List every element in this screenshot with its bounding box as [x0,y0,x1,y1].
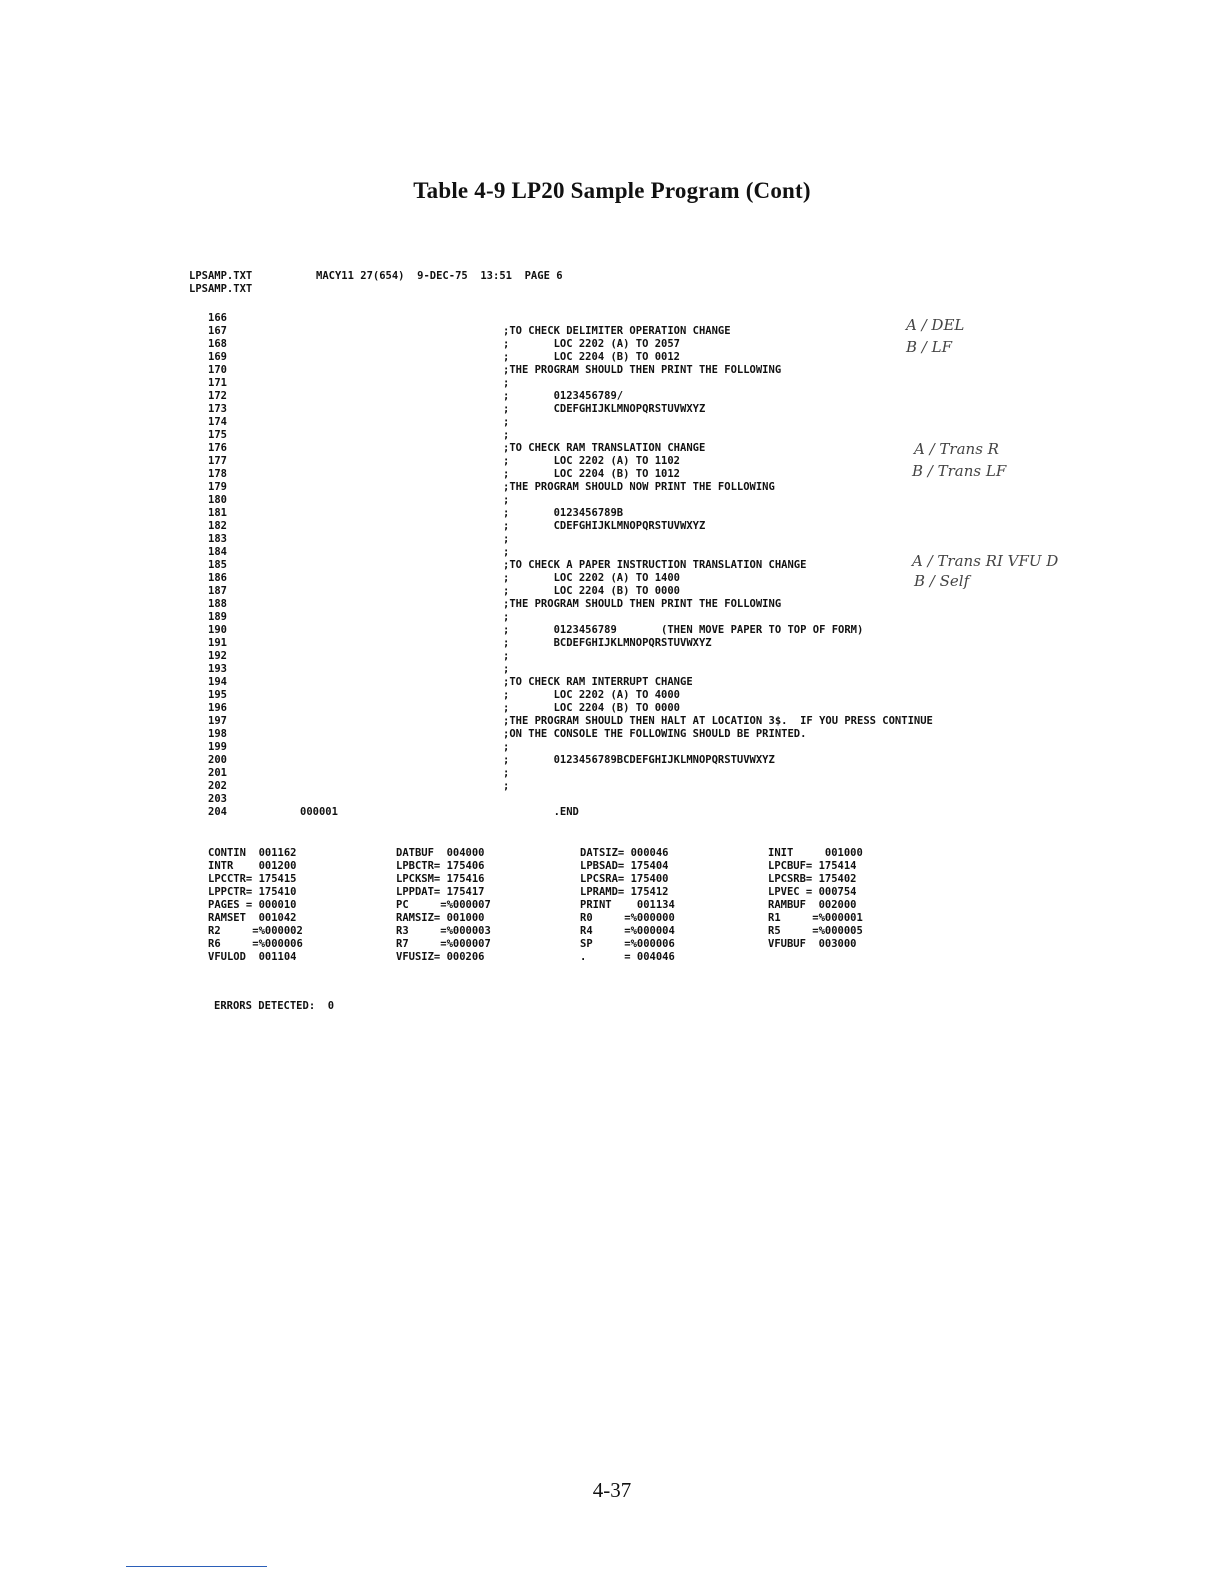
line-number: 176 [208,442,227,454]
line-number: 177 [208,455,227,467]
code-line: ; LOC 2204 (B) TO 0000 [503,702,681,714]
line-number: 170 [208,364,227,376]
code-line: ; [503,429,510,441]
code-line: ; [503,533,510,545]
line-number: 185 [208,559,227,571]
symbol-entry: INIT 001000 [768,847,863,859]
line-number: 192 [208,650,227,662]
symbol-entry: PRINT 001134 [580,899,675,911]
symbol-entry: VFUSIZ= 000206 [396,951,485,963]
code-line: ; [503,611,510,623]
line-number: 178 [208,468,227,480]
handwritten-note: A / Trans R [914,440,999,458]
code-line: ; [503,741,510,753]
code-line: ;ON THE CONSOLE THE FOLLOWING SHOULD BE PRINTED. [503,728,807,740]
code-line: ; LOC 2202 (A) TO 2057 [503,338,681,350]
code-line: ; 0123456789 (THEN MOVE PAPER TO TOP OF FORM) [503,624,864,636]
symbol-entry: DATSIZ= 000046 [580,847,669,859]
code-line: ; [503,494,510,506]
code-line: ; LOC 2202 (A) TO 1102 [503,455,681,467]
symbol-table-column [208,847,303,964]
symbol-entry: R1 =%000001 [768,912,863,924]
line-number: 200 [208,754,227,766]
line-number: 182 [208,520,227,532]
handwritten-note: B / LF [906,338,952,356]
code-line: ; LOC 2204 (B) TO 0000 [503,585,681,597]
code-line: ; BCDEFGHIJKLMNOPQRSTUVWXYZ [503,637,712,649]
line-number: 191 [208,637,227,649]
symbol-entry: R0 =%000000 [580,912,675,924]
code-line: ; LOC 2202 (A) TO 4000 [503,689,681,701]
line-number: 181 [208,507,227,519]
code-line: ;THE PROGRAM SHOULD NOW PRINT THE FOLLOWING [503,481,775,493]
symbol-entry: PAGES = 000010 [208,899,297,911]
line-number: 190 [208,624,227,636]
line-number: 174 [208,416,227,428]
symbol-entry: VFUBUF 003000 [768,938,857,950]
symbol-entry: LPCCTR= 175415 [208,873,297,885]
handwritten-note: A / Trans RI VFU D [912,552,1059,570]
code-line: ; [503,546,510,558]
symbol-entry: LPBCTR= 175406 [396,860,485,872]
line-number: 175 [208,429,227,441]
symbol-entry: LPCKSM= 175416 [396,873,485,885]
symbol-entry: RAMBUF 002000 [768,899,857,911]
symbol-entry: RAMSIZ= 001000 [396,912,485,924]
code-line: ; LOC 2204 (B) TO 1012 [503,468,681,480]
code-line: ; [503,780,510,792]
symbol-entry: . = 004046 [580,951,675,963]
page-number: 4-37 [592,1478,632,1502]
symbol-entry: R4 =%000004 [580,925,675,937]
line-number: 203 [208,793,227,805]
code-line: ; [503,767,510,779]
handwritten-note: B / Trans LF [912,462,1007,480]
code-line: ; LOC 2204 (B) TO 0012 [503,351,681,363]
code-line: ; [503,416,510,428]
symbol-entry: VFULOD 001104 [208,951,297,963]
symbol-entry: R2 =%000002 [208,925,303,937]
symbol-entry: LPCBUF= 175414 [768,860,857,872]
code-line: ;TO CHECK A PAPER INSTRUCTION TRANSLATION CHANGE [503,559,807,571]
line-number: 180 [208,494,227,506]
symbol-entry: SP =%000006 [580,938,675,950]
symbol-entry: R7 =%000007 [396,938,491,950]
line-number: 168 [208,338,227,350]
code-line [503,793,933,806]
line-numbers [208,312,248,819]
line-number: 197 [208,715,227,727]
line-number: 195 [208,689,227,701]
code-line: ; 0123456789BCDEFGHIJKLMNOPQRSTUVWXYZ [503,754,775,766]
symbol-entry: LPCSRA= 175400 [580,873,669,885]
line-number: 201 [208,767,227,779]
assembler-header: MACY11 27(654) 9-DEC-75 13:51 PAGE 6 [316,270,563,282]
symbol-entry: PC =%000007 [396,899,491,911]
symbol-entry: LPVEC = 000754 [768,886,857,898]
code-line: ; CDEFGHIJKLMNOPQRSTUVWXYZ [503,403,706,415]
code-line: ;TO CHECK RAM INTERRUPT CHANGE [503,676,693,688]
line-number: 179 [208,481,227,493]
symbol-entry: R5 =%000005 [768,925,863,937]
line-number: 189 [208,611,227,623]
code-line: ; CDEFGHIJKLMNOPQRSTUVWXYZ [503,520,706,532]
handwritten-note: B / Self [914,572,970,590]
code-line: ;THE PROGRAM SHOULD THEN PRINT THE FOLLOWING [503,598,782,610]
line-number: 187 [208,585,227,597]
symbol-entry: INTR 001200 [208,860,297,872]
table-title: Table 4-9 LP20 Sample Program (Cont) [413,178,811,203]
line-number: 171 [208,377,227,389]
code-line: ; [503,663,510,675]
line-number: 188 [208,598,227,610]
line-number: 173 [208,403,227,415]
line-number: 169 [208,351,227,363]
line-number: 183 [208,533,227,545]
line-number: 196 [208,702,227,714]
line-number: 172 [208,390,227,402]
symbol-entry: CONTIN 001162 [208,847,297,859]
symbol-entry: DATBUF 004000 [396,847,485,859]
code-line [503,312,933,325]
code-line: ; [503,377,510,389]
listing-file-name: LPSAMP.TXT [189,270,253,282]
symbol-entry: R3 =%000003 [396,925,491,937]
handwritten-note: A / DEL [906,316,965,334]
line-number: 184 [208,546,227,558]
symbol-entry: LPPDAT= 175417 [396,886,485,898]
source-code [503,312,933,819]
errors-detected: ERRORS DETECTED: 0 [214,1000,335,1012]
line-number: 202 [208,780,227,792]
line-number: 198 [208,728,227,740]
code-line: ; 0123456789B [503,507,624,519]
symbol-entry: LPRAMD= 175412 [580,886,669,898]
line-number: 186 [208,572,227,584]
code-line: ; [503,650,510,662]
code-line: ;TO CHECK RAM TRANSLATION CHANGE [503,442,706,454]
code-line: ;THE PROGRAM SHOULD THEN PRINT THE FOLLOWING [503,364,782,376]
line-number: 193 [208,663,227,675]
symbol-entry: R6 =%000006 [208,938,303,950]
line-number: 166 [208,312,227,324]
code-line: ;TO CHECK DELIMITER OPERATION CHANGE [503,325,731,337]
code-line: .END [503,806,579,818]
listing-file-name-2: LPSAMP.TXT [189,283,253,295]
symbol-table-column [396,847,491,964]
symbol-table-column [768,847,863,951]
code-line: ; 0123456789/ [503,390,624,402]
end-location: 000001 [300,806,338,818]
line-number: 167 [208,325,227,337]
footer-rule [126,1566,267,1567]
symbol-table-column [580,847,675,964]
line-number: 199 [208,741,227,753]
code-line: ; LOC 2202 (A) TO 1400 [503,572,681,584]
line-number: 194 [208,676,227,688]
symbol-entry: RAMSET 001042 [208,912,297,924]
symbol-entry: LPPCTR= 175410 [208,886,297,898]
code-line: ;THE PROGRAM SHOULD THEN HALT AT LOCATION 3$. IF YOU PRESS CONTINUE [503,715,933,727]
symbol-entry: LPBSAD= 175404 [580,860,669,872]
line-number: 204 [208,806,227,818]
symbol-entry: LPCSRB= 175402 [768,873,857,885]
